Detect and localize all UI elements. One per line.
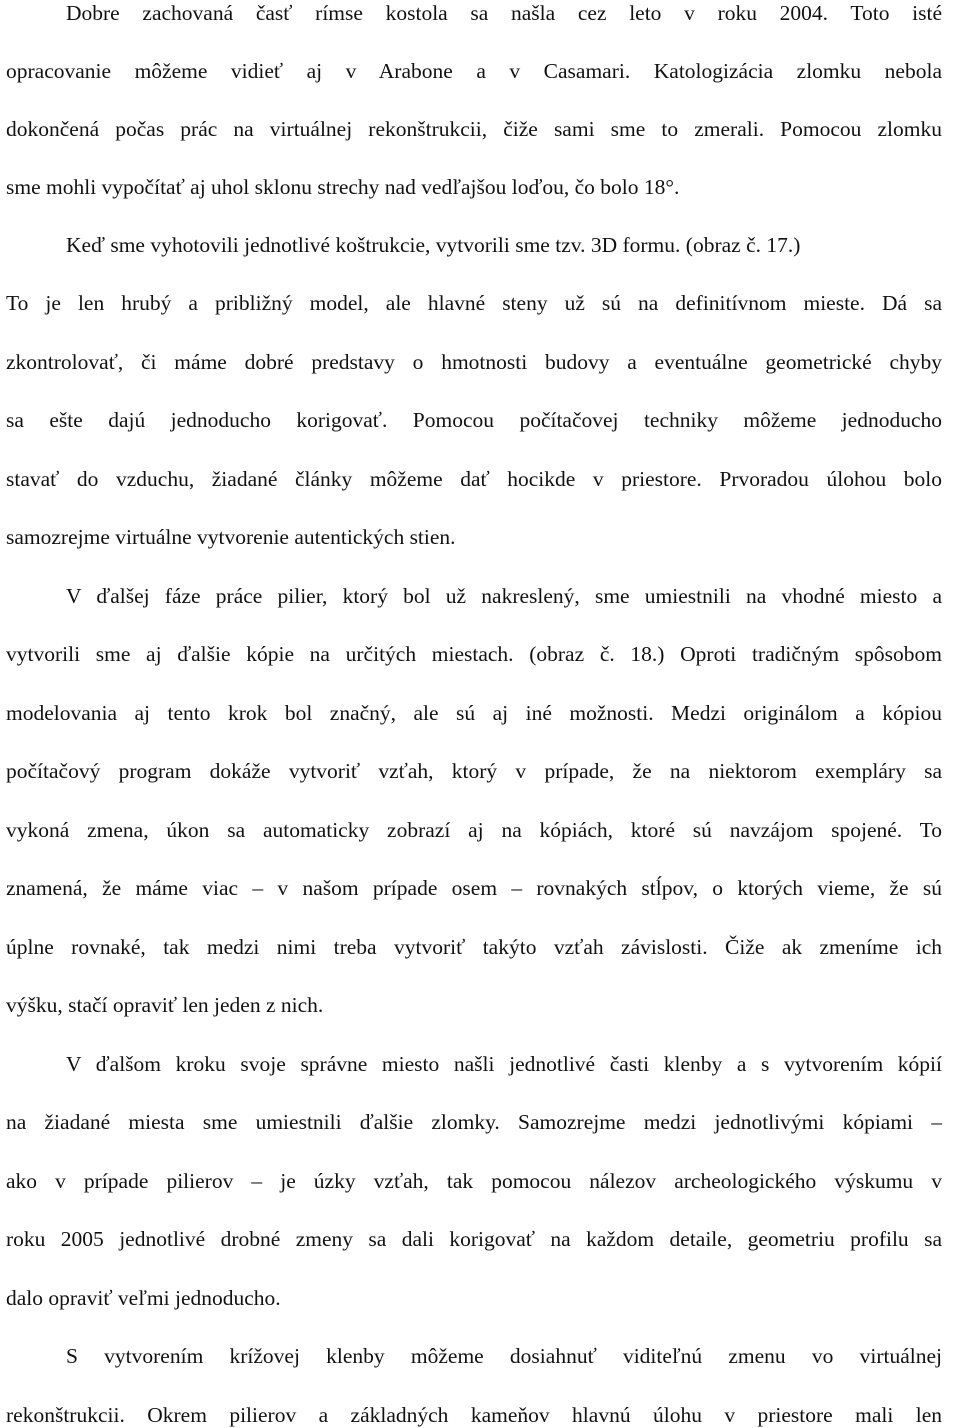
text-line: dokončená počas prác na virtuálnej rekonštrukcii, čiže sami sme to zmerali. Pomocou zlomku [6, 117, 942, 141]
text-line: samozrejme virtuálne vytvorenie autentických stien. [6, 525, 456, 549]
text-line: opracovanie môžeme vidieť aj v Arabone a v Casamari. Katologizácia zlomku nebola [6, 59, 942, 83]
text-line: počítačový program dokáže vytvoriť vzťah, ktorý v prípade, že na niektorom exempláry sa [6, 759, 942, 783]
text-line: sme mohli vypočítať aj uhol sklonu strechy nad vedľajšou loďou, čo bolo 18°. [6, 175, 680, 199]
text-line: úplne rovnaké, tak medzi nimi treba vytvoriť takýto vzťah závislosti. Čiže ak zmeníme ich [6, 935, 942, 959]
text-line: ako v prípade pilierov – je úzky vzťah, tak pomocou nálezov archeologického výskumu v [6, 1169, 942, 1193]
text-line: stavať do vzduchu, žiadané články môžeme dať hocikde v priestore. Prvoradou úlohou bolo [6, 467, 942, 491]
text-line: na žiadané miesta sme umiestnili ďalšie zlomky. Samozrejme medzi jednotlivými kópiami – [6, 1110, 942, 1134]
text-line: Dobre zachovaná časť rímse kostola sa našla cez leto v roku 2004. Toto isté [66, 1, 942, 25]
text-line: modelovania aj tento krok bol značný, ale sú aj iné možnosti. Medzi originálom a kópiou [6, 701, 942, 725]
text-line: To je len hrubý a približný model, ale hlavné steny už sú na definitívnom mieste. Dá sa [6, 291, 942, 315]
text-line: V ďalšej fáze práce pilier, ktorý bol už nakreslený, sme umiestnili na vhodné miesto a [66, 584, 942, 608]
text-line: Keď sme vyhotovili jednotlivé koštrukcie, vytvorili sme tzv. 3D formu. (obraz č. 17.) [66, 233, 801, 257]
text-line: sa ešte dajú jednoducho korigovať. Pomocou počítačovej techniky môžeme jednoducho [6, 408, 942, 432]
text-line: znamená, že máme viac – v našom prípade osem – rovnakých stĺpov, o ktorých vieme, že sú [6, 876, 942, 900]
text-line: výšku, stačí opraviť len jeden z nich. [6, 993, 324, 1017]
text-line: zkontrolovať, či máme dobré predstavy o hmotnosti budovy a eventuálne geometrické chyby [6, 350, 942, 374]
text-line: vytvorili sme aj ďalšie kópie na určitých miestach. (obraz č. 18.) Oproti tradičným spôsobom [6, 642, 942, 666]
text-line: rekonštrukcii. Okrem pilierov a základných kameňov hlavnú úlohu v priestore mali len [6, 1403, 942, 1427]
text-line: dalo opraviť veľmi jednoducho. [6, 1286, 281, 1310]
text-line: V ďalšom kroku svoje správne miesto našli jednotlivé časti klenby a s vytvorením kópií [66, 1052, 942, 1076]
text-line: roku 2005 jednotlivé drobné zmeny sa dali korigovať na každom detaile, geometriu profilu sa [6, 1227, 942, 1251]
text-line: S vytvorením krížovej klenby môžeme dosiahnuť viditeľnú zmenu vo virtuálnej [66, 1344, 942, 1368]
text-line: vykoná zmena, úkon sa automaticky zobrazí aj na kópiách, ktoré sú navzájom spojené. To [6, 818, 942, 842]
